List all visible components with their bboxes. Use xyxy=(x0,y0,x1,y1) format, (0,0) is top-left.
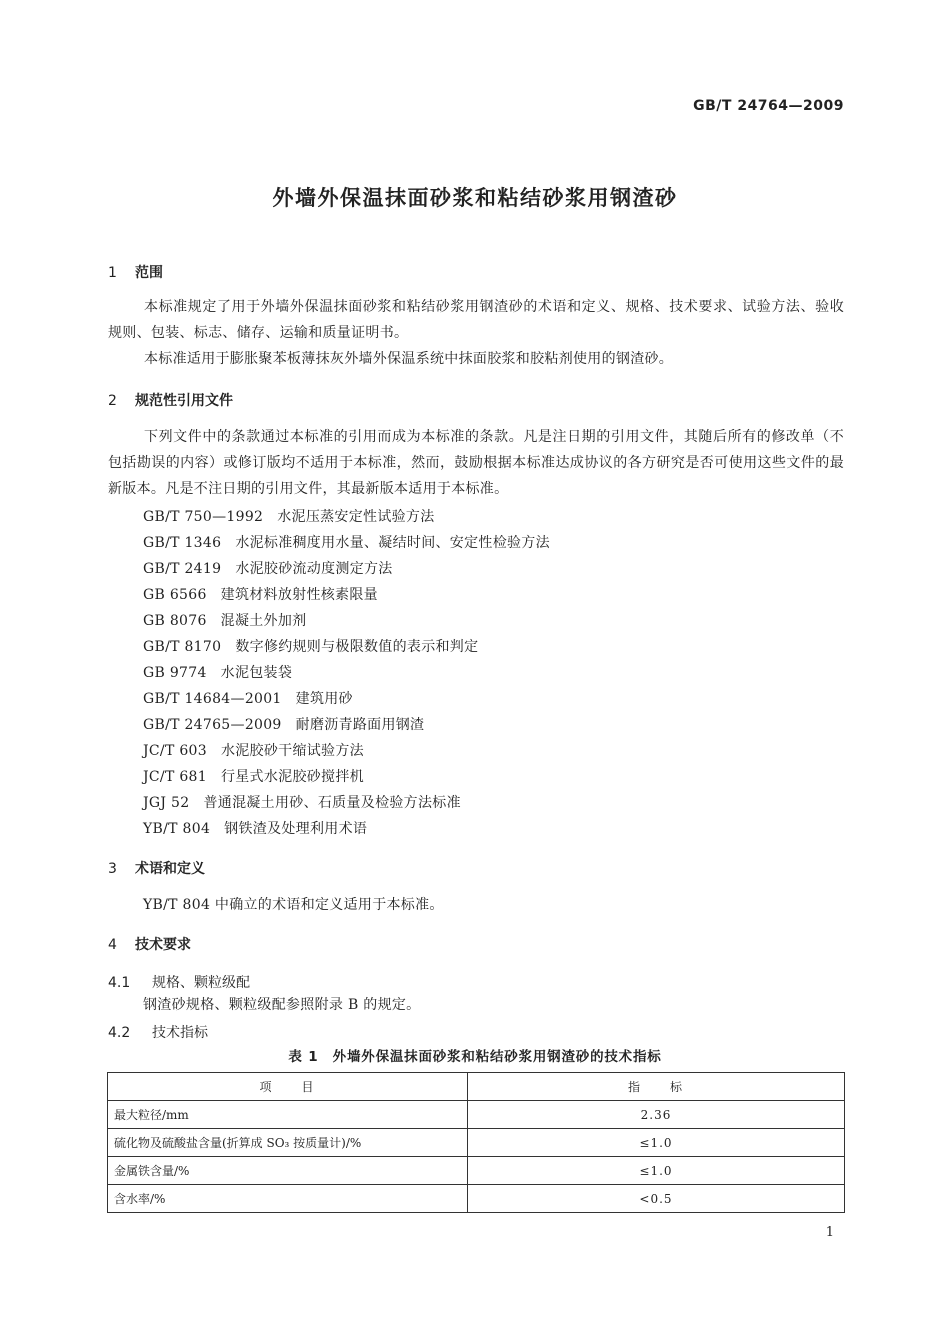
row-value: 2.36 xyxy=(468,1101,845,1129)
reference-item xyxy=(143,816,550,842)
reference-code: YB/T 804 xyxy=(143,821,211,837)
standard-number: GB/T 24764—2009 xyxy=(693,98,844,114)
page-number: 1 xyxy=(825,1225,834,1240)
reference-title: 建筑材料放射性核素限量 xyxy=(220,587,378,603)
subsection-4-2-heading xyxy=(108,1022,208,1042)
reference-code: GB/T 8170 xyxy=(143,639,222,655)
reference-title: 行星式水泥胶砂搅拌机 xyxy=(220,769,364,785)
column-header-item: 项 目 xyxy=(108,1073,468,1101)
reference-code: GB 8076 xyxy=(143,613,207,629)
reference-title: 水泥压蒸安定性试验方法 xyxy=(277,509,435,525)
reference-code: GB 6566 xyxy=(143,587,207,603)
reference-item xyxy=(143,712,550,738)
reference-code: JC/T 603 xyxy=(143,743,207,759)
row-value: ≤1.0 xyxy=(468,1157,845,1185)
reference-item xyxy=(143,686,550,712)
table-row xyxy=(108,1101,845,1129)
row-value: <0.5 xyxy=(468,1185,845,1213)
subsection-title: 技术指标 xyxy=(152,1025,208,1041)
section-title: 规范性引用文件 xyxy=(135,393,233,409)
section-4-heading xyxy=(108,934,191,954)
section-2-heading xyxy=(108,390,233,410)
reference-title: 数字修约规则与极限数值的表示和判定 xyxy=(235,639,479,655)
section-title: 术语和定义 xyxy=(135,861,205,877)
section-1-heading xyxy=(108,262,163,282)
reference-item xyxy=(143,530,550,556)
reference-title: 水泥胶砂流动度测定方法 xyxy=(235,561,393,577)
reference-title: 钢铁渣及处理利用术语 xyxy=(224,821,368,837)
subsection-number: 4.1 xyxy=(108,975,131,991)
reference-code: JGJ 52 xyxy=(143,795,190,811)
subsection-4-1-heading xyxy=(108,972,250,992)
reference-code: GB/T 750—1992 xyxy=(143,509,264,525)
section-2-paragraph-1: 下列文件中的条款通过本标准的引用而成为本标准的条款。凡是注日期的引用文件，其随后所有的修改单（不包括勘误的内容）或修订版均不适用于本标准，然而，鼓励根据本标准达成协议的各方研究是否可使用这些文件的最新版本。凡是不注日期的引用文件，其最新版本适用于本标准。 xyxy=(108,429,844,497)
section-number: 4 xyxy=(108,937,117,953)
row-item: 金属铁含量/% xyxy=(108,1157,468,1185)
reference-code: GB/T 1346 xyxy=(143,535,222,551)
reference-item xyxy=(143,504,550,530)
column-header-index: 指 标 xyxy=(468,1073,845,1101)
reference-code: GB 9774 xyxy=(143,665,207,681)
reference-code: JC/T 681 xyxy=(143,769,207,785)
reference-item xyxy=(143,790,550,816)
table-caption: 表 1 外墙外保温抹面砂浆和粘结砂浆用钢渣砂的技术指标 xyxy=(288,1049,662,1065)
reference-title: 耐磨沥青路面用钢渣 xyxy=(295,717,425,733)
section-1-paragraph-1: 本标准规定了用于外墙外保温抹面砂浆和粘结砂浆用钢渣砂的术语和定义、规格、技术要求、试验方法、验收规则、包装、标志、储存、运输和质量证明书。 xyxy=(108,299,844,341)
reference-title: 建筑用砂 xyxy=(295,691,353,707)
reference-item xyxy=(143,556,550,582)
reference-list xyxy=(143,504,550,842)
reference-code: GB/T 2419 xyxy=(143,561,222,577)
subsection-number: 4.2 xyxy=(108,1025,131,1041)
section-3-heading xyxy=(108,858,205,878)
table-row xyxy=(108,1129,845,1157)
section-1-paragraph-2: 本标准适用于膨胀聚苯板薄抹灰外墙外保温系统中抹面胶浆和胶粘剂使用的钢渣砂。 xyxy=(144,351,674,367)
reference-title: 普通混凝土用砂、石质量及检验方法标准 xyxy=(203,795,461,811)
subsection-title: 规格、颗粒级配 xyxy=(152,975,250,991)
section-3-paragraph-1: YB/T 804 中确立的术语和定义适用于本标准。 xyxy=(143,897,444,913)
reference-item xyxy=(143,582,550,608)
row-item: 硫化物及硫酸盐含量(折算成 SO₃ 按质量计)/% xyxy=(108,1129,468,1157)
table-header-row xyxy=(108,1073,845,1101)
document-title: 外墙外保温抹面砂浆和粘结砂浆用钢渣砂 xyxy=(272,186,678,210)
section-title: 技术要求 xyxy=(135,937,191,953)
reference-item xyxy=(143,660,550,686)
reference-title: 水泥包装袋 xyxy=(220,665,293,681)
row-value: ≤1.0 xyxy=(468,1129,845,1157)
reference-item xyxy=(143,634,550,660)
table-row xyxy=(108,1157,845,1185)
reference-code: GB/T 24765—2009 xyxy=(143,717,282,733)
reference-title: 混凝土外加剂 xyxy=(220,613,307,629)
section-title: 范围 xyxy=(135,265,163,281)
table-row xyxy=(108,1185,845,1213)
section-number: 1 xyxy=(108,265,117,281)
reference-item xyxy=(143,764,550,790)
technical-index-table xyxy=(107,1072,845,1213)
reference-item xyxy=(143,608,550,634)
reference-item xyxy=(143,738,550,764)
reference-title: 水泥胶砂干缩试验方法 xyxy=(220,743,364,759)
reference-title: 水泥标准稠度用水量、凝结时间、安定性检验方法 xyxy=(235,535,550,551)
subsection-4-1-paragraph: 钢渣砂规格、颗粒级配参照附录 B 的规定。 xyxy=(143,997,421,1013)
row-item: 最大粒径/mm xyxy=(108,1101,468,1129)
reference-code: GB/T 14684—2001 xyxy=(143,691,282,707)
row-item: 含水率/% xyxy=(108,1185,468,1213)
section-number: 2 xyxy=(108,393,117,409)
section-number: 3 xyxy=(108,861,117,877)
